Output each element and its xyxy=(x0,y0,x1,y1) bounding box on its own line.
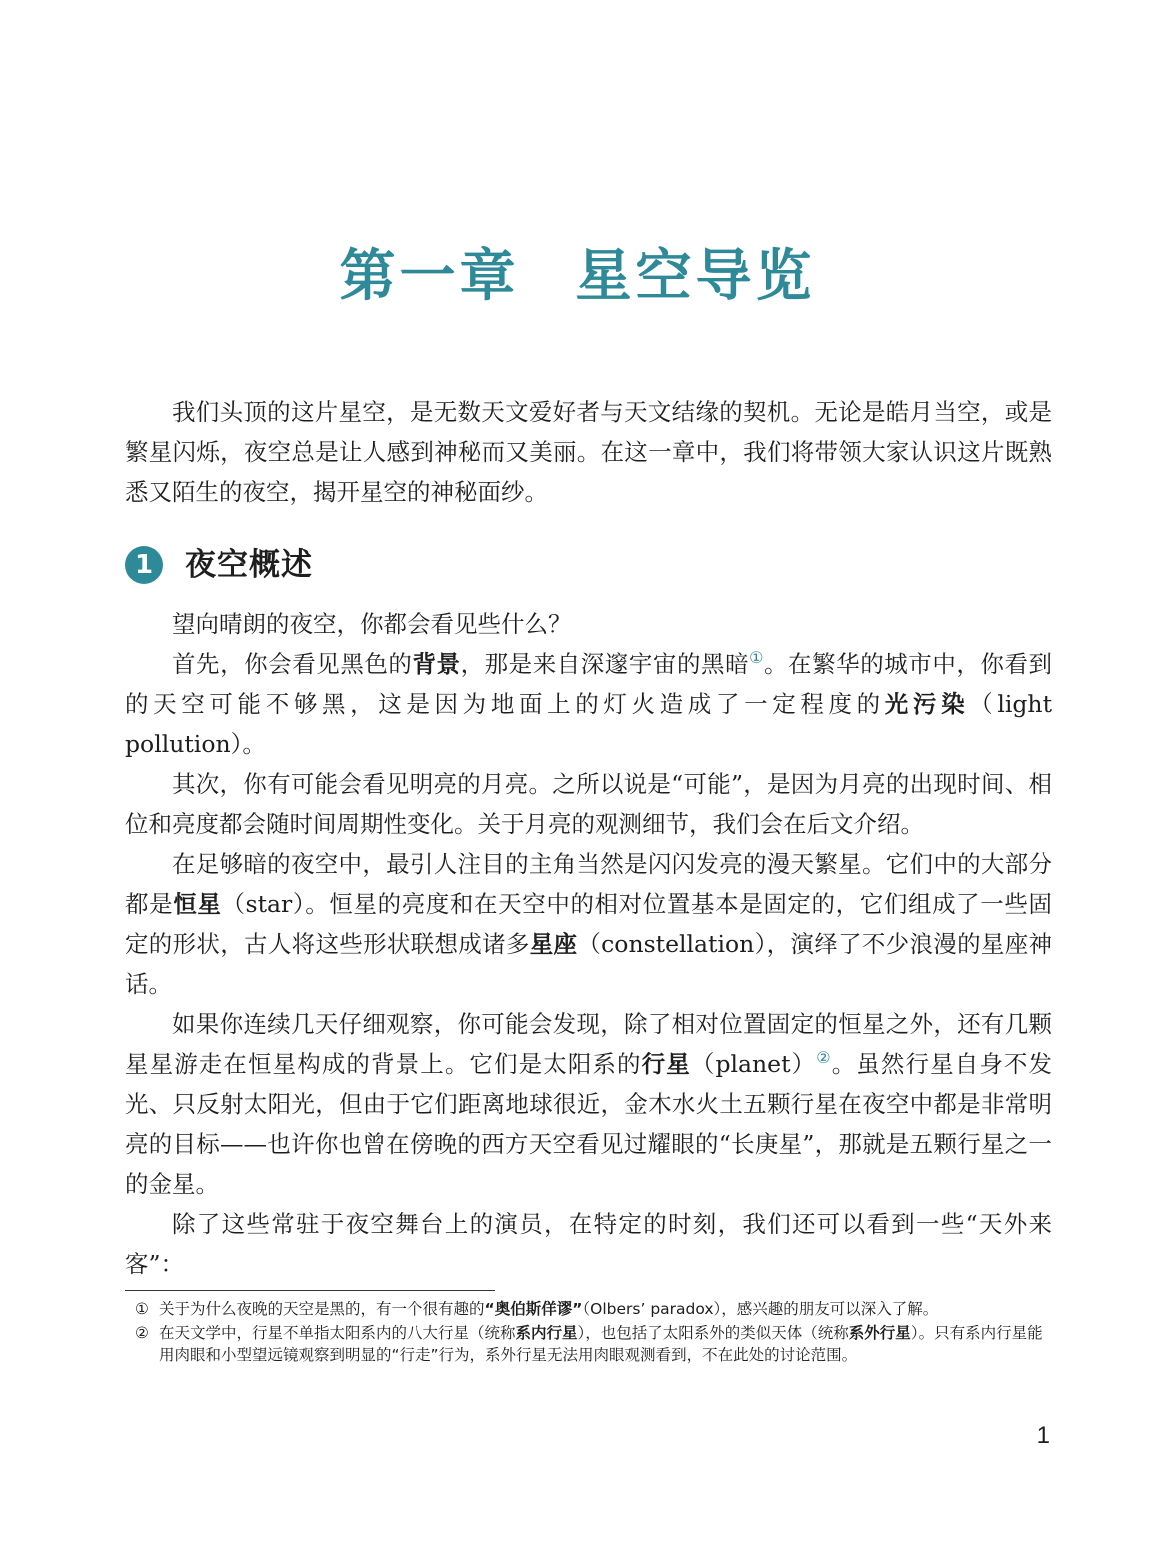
chapter-label: 第一章 xyxy=(339,243,520,309)
chapter-title xyxy=(0,232,1155,312)
footnote-ref-2[interactable]: ② xyxy=(816,1048,832,1068)
paragraph-2: 首先，你会看见黑色的背景，那是来自深邃宇宙的黑暗①。在繁华的城市中，你看到的天空可能不够黑，这是因为地面上的灯火造成了一定程度的光污染（light pollution）。 xyxy=(125,648,1053,758)
paragraph-3: 其次，你有可能会看见明亮的月亮。之所以说是“可能”，是因为月亮的出现时间、相位和亮度都会随时间周期性变化。关于月亮的观测细节，我们会在后文介绍。 xyxy=(125,770,1052,838)
footnote-divider xyxy=(125,1290,495,1291)
footnote-1: ① 关于为什么夜晚的天空是黑的，有一个很有趣的“奥伯斯佯谬”（Olbers’ paradox），感兴趣的朋友可以深入了解。 xyxy=(135,1300,939,1318)
section-title: 夜空概述 xyxy=(185,547,313,583)
footnote-mark-2: ② xyxy=(135,1324,149,1342)
main-text xyxy=(125,392,1052,1284)
section-number-badge: 1 xyxy=(125,546,163,584)
section-heading xyxy=(125,542,1052,588)
paragraph-5: 如果你连续几天仔细观察，你可能会发现，除了相对位置固定的恒星之外，还有几颗星星游走在恒星构成的背景上。它们是太阳系的行星（planet）②。虽然行星自身不发光、只反射太阳光，但由于它们距离地球很近，金木水火土五颗行星在夜空中都是非常明亮的目标——也许你也曾在傍晚的西方天空看见过耀眼的“长庚星”，那就是五颗行星之一的金星。 xyxy=(125,1010,1053,1198)
paragraph-4: 在足够暗的夜空中，最引人注目的主角当然是闪闪发亮的漫天繁星。它们中的大部分都是恒星（star）。恒星的亮度和在天空中的相对位置基本是固定的，它们组成了一些固定的形状，古人将这些形状联想成诸多星座（constellation），演绎了不少浪漫的星座神话。 xyxy=(125,850,1053,998)
page-number: 1 xyxy=(1036,1422,1050,1449)
footnotes xyxy=(135,1298,1052,1368)
footnote-ref-1[interactable]: ① xyxy=(749,648,765,668)
intro-paragraph: 我们头顶的这片星空，是无数天文爱好者与天文结缘的契机。无论是皓月当空，或是繁星闪烁，夜空总是让人感到神秘而又美丽。在这一章中，我们将带领大家认识这片既熟悉又陌生的夜空，揭开星空的神秘面纱。 xyxy=(125,398,1052,506)
chapter-name: 星空导览 xyxy=(575,243,816,309)
paragraph-6: 除了这些常驻于夜空舞台上的演员，在特定的时刻，我们还可以看到一些“天外来客”： xyxy=(125,1210,1052,1278)
paragraph-1: 望向晴朗的夜空，你都会看见些什么？ xyxy=(172,610,572,638)
footnote-2: ② 在天文学中，行星不单指太阳系内的八大行星（统称系内行星），也包括了太阳系外的类似天体（统称系外行星）。只有系内行星能用肉眼和小型望远镜观察到明显的“行走”行为，系外行星无法用肉眼观测看到，不在此处的讨论范围。 xyxy=(135,1324,1043,1364)
footnote-mark-1: ① xyxy=(135,1300,149,1318)
